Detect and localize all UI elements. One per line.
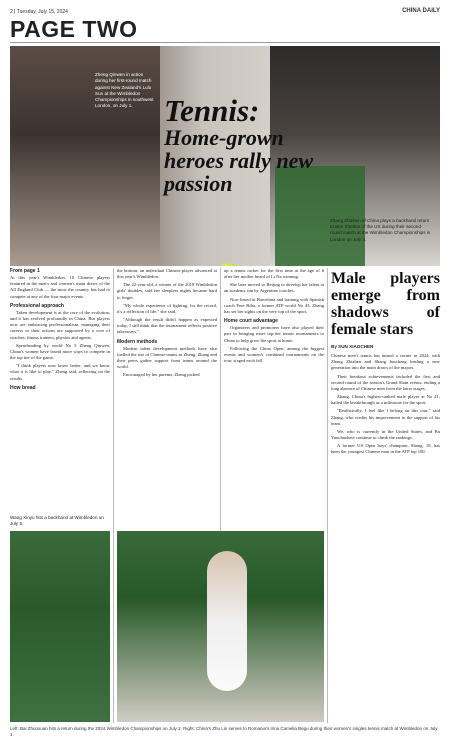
paragraph: "My whole experience of fighting, for the record, it's a reflection of life," she said. (117, 302, 217, 314)
paragraph: She later moved to Beijing to develop her talent at an academy run by Argentine coaches. (224, 282, 324, 294)
paragraph: Now based in Barcelona and training with Spanish coach Pere Riba, a former ATP world No 43, Zheng has set her sights on the very top of the sport. (224, 296, 324, 314)
paragraph: Organizers and promoters have also played their part in bringing more top-tier tennis tournaments to China to help grow the sport at home. (224, 325, 324, 343)
paragraph: Modern talent development methods have also fuelled the rise of Chinese tennis as Zheng, Zhang and their peers gather support from teams around the world. (117, 345, 218, 370)
page-from: From page 1 (10, 268, 40, 274)
paragraph: Following the China Open, among the biggest events and women's combined tournaments on the tour, staged each fall. (224, 345, 324, 364)
article-column-2 (117, 268, 217, 381)
paragraph: Taken development is at the core of the evolution, and it has evolved profoundly in China. But players now are embracing professionalism, managing their careers so their actions are supported by a core of coaches, fitness trainers, physios and agents. (10, 309, 110, 340)
subhead: Home court advantage (224, 318, 278, 325)
paragraph: Spearheading by world No 5 Zheng Qinwen, China's women have found more ways to compete in the top tier of the game. (10, 342, 110, 361)
footer-caption: Left: Bai Zhuoxuan hits a return during the 2024 Wimbledon Championships on July 2. Right: China's Zhu Lin serves to Romania's Irina Camelia Begu during their women's singles tennis match at Wimbledon on July 1. (10, 726, 438, 737)
byline: By SUN XIAOCHEN (331, 344, 374, 349)
wang-photo (10, 531, 110, 722)
paragraph: the bottom: an individual Chinese player advanced at this year's Wimbledon. (117, 268, 217, 280)
paper-name: CHINA DAILY (402, 8, 440, 14)
hero-caption-right: Zhang Zhizhen of China plays a backhand return to Ben Shelton of the US during their second-round match at the Wimbledon Championships in London on July 3. (330, 218, 431, 242)
paragraph: "Although the result didn't happen as expected today, I still think that the tournament reflects positive takeaways." (117, 317, 217, 335)
header-rule (10, 42, 440, 43)
photo-caption: Wang Xinyu hits a backhand at Wimbledon on July 5. (10, 515, 104, 526)
headline-rest: Home-grown heroes rally new passion (164, 125, 314, 196)
article-column-3 (224, 268, 324, 366)
player-figure (207, 551, 247, 691)
sidebar-article (331, 268, 440, 458)
paragraph: At this year's Wimbledon, 10 Chinese players featured in the men's and women's main draws of the All England Club — the most the country has had to compete at any of the four major events. (10, 275, 110, 299)
column-divider (327, 268, 328, 723)
page-date: 2 | Tuesday, July 15, 2024 (10, 9, 68, 15)
paragraph: Encouraged by her parents, Zheng picked (123, 372, 200, 378)
subhead: Professional approach (10, 302, 64, 309)
paragraph: We, who is currently in the United States, and Bu Yunchaokete continue to climb the rankings. (331, 428, 440, 441)
hero-caption-left: Zheng Qinwen in action during her first-round match against New Zealand's Lulu Sun at the Wimbledon Championships in southwest London, on July 1. (95, 72, 154, 109)
headline-word: Tennis: (164, 93, 260, 128)
subhead: How bread (10, 384, 36, 391)
hero-headline (164, 95, 314, 195)
subhead: Modern methods (117, 338, 158, 345)
paragraph: up a tennis racket for the first time at the age of 6 after her mother heard of Li Na winning. (224, 268, 324, 280)
paragraph: "Realistically, I feel like I belong on this tour," said Zhang, who credits his improvement to the support of his team. (331, 408, 440, 426)
tennis-ball-icon (217, 263, 239, 266)
paragraph: Zhang, China's highest-ranked male player at No 41, hailed the breakthrough as a milestone for the sport. (331, 394, 440, 406)
paragraph: Their breakout achievements included the first and second round of the season's Grand Slam events, ending a long absence of Chinese men from the latter stages. (331, 373, 440, 391)
paragraph: A former US Open boys' champion, Shang, 19, has been the youngest Chinese man in the ATP top 100. (331, 443, 440, 455)
article-column-1 (10, 268, 110, 392)
paragraph: Chinese men's tennis has turned a corner in 2024, with Zhang Zhizhen and Shang Juncheng leading a new generation into the main draws of the majors. (331, 353, 440, 371)
sidebar-headline: Male players emerge from shadows of female stars (331, 270, 440, 338)
section-title: PAGE TWO (10, 16, 138, 42)
column-divider (113, 268, 114, 723)
match-photo (117, 531, 324, 722)
paragraph: "I think players now know better, and we know what it is like to play," Zheng said, reflecting on the results. (10, 363, 110, 381)
paragraph: The 22-year-old, a winner of the 2019 Wimbledon girls' doubles, said her sleepless nights became hard to forget. (117, 282, 217, 300)
